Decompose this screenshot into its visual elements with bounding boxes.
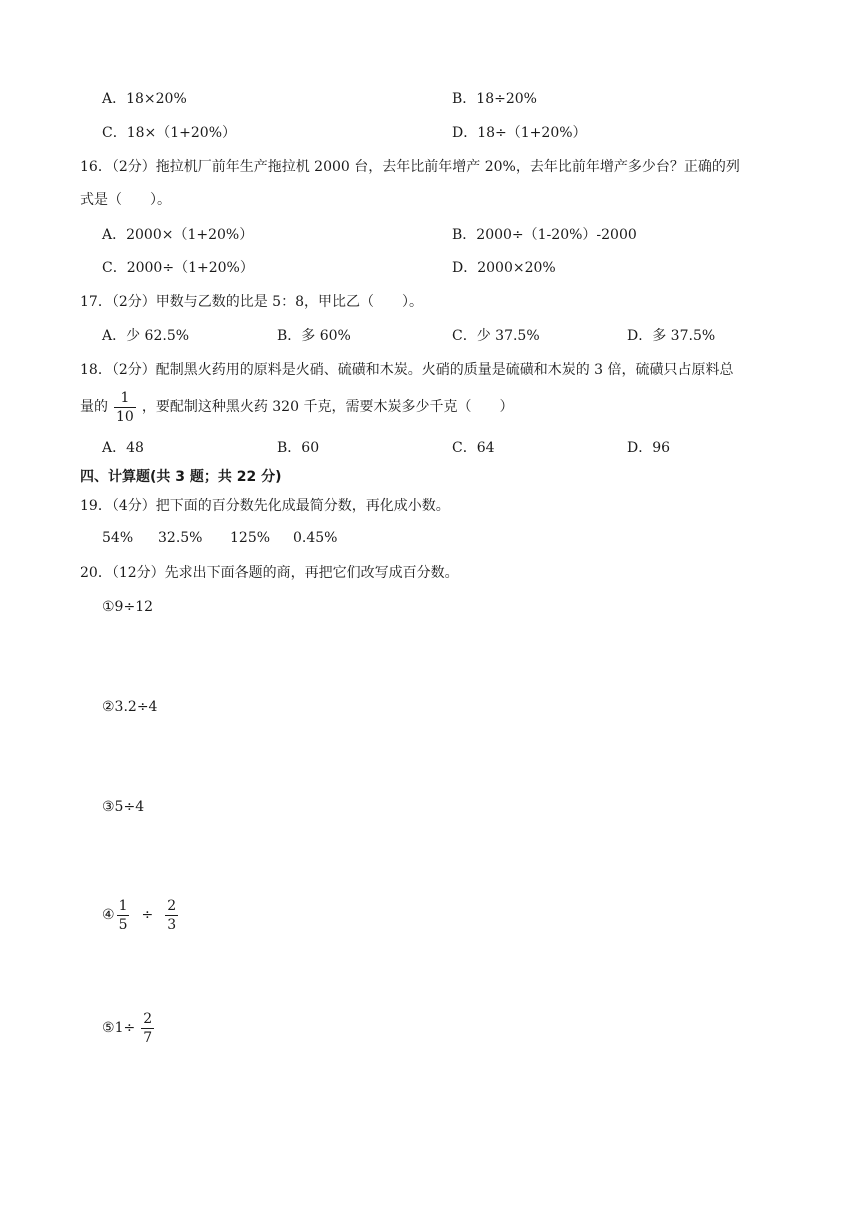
fraction-denominator: 7 bbox=[143, 1029, 153, 1046]
q20-item-2: ②3.2÷4 bbox=[102, 699, 158, 715]
q16-text-line2: 式是（ ）。 bbox=[80, 192, 171, 208]
q16-option-d: D．2000×20% bbox=[452, 260, 556, 276]
q18-line2-prefix: 量的 bbox=[80, 399, 108, 415]
q19-value-4: 0.45% bbox=[293, 530, 338, 546]
q15-option-d: D．18÷（1+20%） bbox=[452, 125, 587, 141]
q15-option-a: A．18×20% bbox=[102, 91, 187, 107]
fraction-numerator: 2 bbox=[167, 897, 177, 914]
q20-item-5-fraction bbox=[141, 1010, 154, 1047]
q18-option-d: D．96 bbox=[627, 440, 671, 456]
q18-fraction-denominator: 10 bbox=[116, 408, 134, 425]
q19-value-3: 125% bbox=[230, 530, 271, 546]
q16-option-c: C．2000÷（1+20%） bbox=[102, 260, 254, 276]
fraction-denominator: 5 bbox=[118, 916, 128, 933]
fraction-denominator: 3 bbox=[167, 916, 177, 933]
q19-text: 19．（4分）把下面的百分数先化成最简分数，再化成小数。 bbox=[80, 498, 450, 514]
q15-option-c: C．18×（1+20%） bbox=[102, 125, 237, 141]
q20-item-4-mark: ④ bbox=[102, 907, 115, 923]
q20-item-4-fraction-a bbox=[117, 897, 130, 934]
q18-line2-suffix: ，要配制这种黑火药 320 千克，需要木炭多少千克（ ） bbox=[141, 399, 514, 415]
section-title: 四、计算题(共 3 题；共 22 分) bbox=[80, 469, 282, 485]
q20-item-4-fraction-b bbox=[165, 897, 178, 934]
q20-item-5-mark: ⑤ bbox=[102, 1020, 115, 1036]
q18-fraction-numerator: 1 bbox=[120, 389, 130, 406]
q18-option-c: C．64 bbox=[452, 440, 495, 456]
q18-text-line2 bbox=[80, 388, 513, 426]
q19-value-1: 54% bbox=[102, 530, 134, 546]
q16-option-b: B．2000÷（1-20%）-2000 bbox=[452, 227, 637, 243]
q20-text: 20．（12分）先求出下面各题的商，再把它们改写成百分数。 bbox=[80, 565, 459, 581]
q20-item-5-prefix: 1÷ bbox=[114, 1020, 136, 1036]
q15-option-b: B．18÷20% bbox=[452, 91, 537, 107]
q20-item-1: ①9÷12 bbox=[102, 599, 154, 615]
q17-option-b: B．多 60% bbox=[277, 328, 351, 344]
q18-option-a: A．48 bbox=[102, 440, 144, 456]
q17-text: 17．（2分）甲数与乙数的比是 5：8，甲比乙（ ）。 bbox=[80, 294, 423, 310]
q18-text-line1: 18．（2分）配制黑火药用的原料是火硝、硫磺和木炭。火硝的质量是硫磺和木炭的 3 倍，硫磺只占原料总 bbox=[80, 362, 734, 378]
fraction-numerator: 2 bbox=[143, 1010, 153, 1027]
q20-item-4-operator: ÷ bbox=[141, 907, 154, 923]
q18-option-b: B．60 bbox=[277, 440, 320, 456]
q18-fraction bbox=[114, 389, 136, 426]
q20-item-3: ③5÷4 bbox=[102, 799, 145, 815]
q20-item-5 bbox=[102, 1006, 160, 1050]
q17-option-a: A．少 62.5% bbox=[102, 328, 190, 344]
q19-value-2: 32.5% bbox=[158, 530, 203, 546]
q16-text-line1: 16．（2分）拖拉机厂前年生产拖拉机 2000 台，去年比前年增产 20%，去年比前年增产多少台？正确的列 bbox=[80, 159, 740, 175]
fraction-numerator: 1 bbox=[118, 897, 128, 914]
q17-option-c: C．少 37.5% bbox=[452, 328, 540, 344]
q20-item-4 bbox=[102, 893, 184, 937]
q16-option-a: A．2000×（1+20%） bbox=[102, 227, 254, 243]
q17-option-d: D．多 37.5% bbox=[627, 328, 716, 344]
